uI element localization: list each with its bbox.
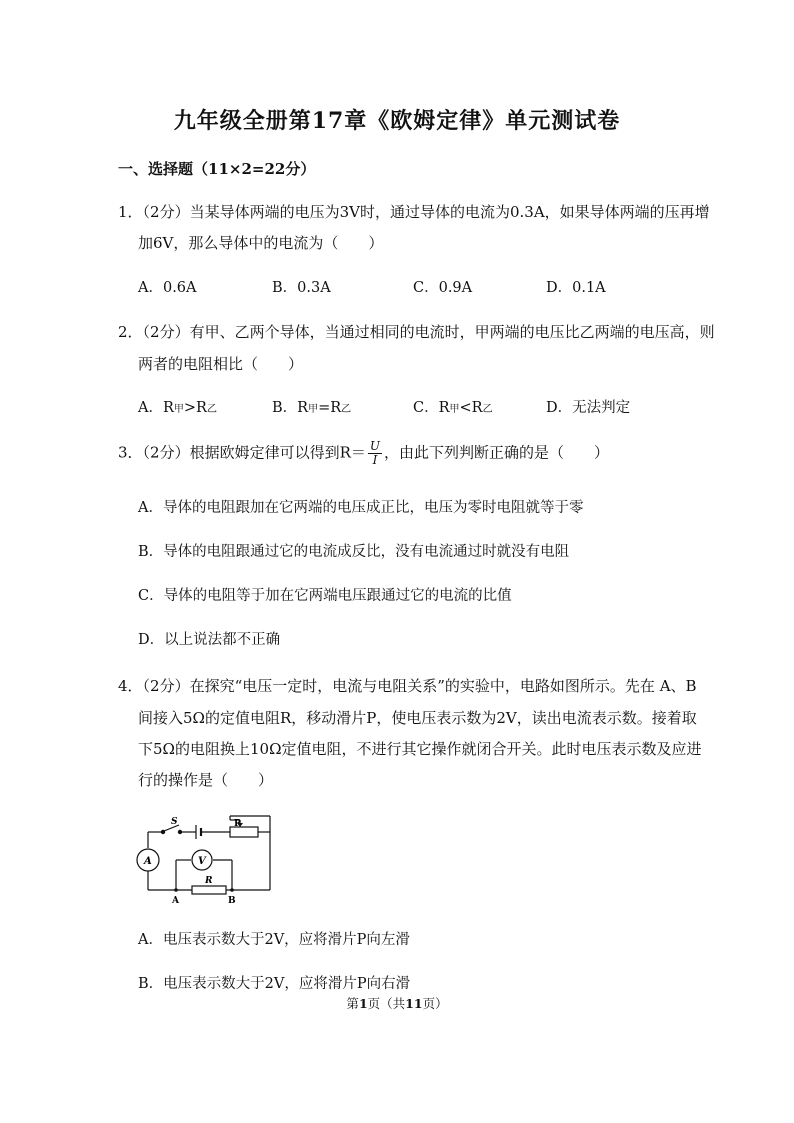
question-4-option-a: A．电压表示数大于2V，应将滑片P向左滑 (138, 932, 410, 948)
circuit-diagram (130, 810, 280, 905)
question-3-stem: 3．（2分）根据欧姆定律可以得到R＝ $\frac{U}{I}$ ，由此下列判断正确的是（ ） (118, 439, 610, 467)
question-2-option-c: C．R甲<R乙 (413, 400, 493, 416)
voltmeter-label: V (198, 856, 206, 867)
question-4-line-1: 4．（2分）在探究“电压一定时，电流与电阻关系”的实验中，电路如图所示。先在 A、B (118, 677, 697, 695)
question-2-option-b: B．R甲=R乙 (272, 400, 352, 416)
node-a-label: A (172, 896, 179, 905)
question-1-option-d: D．0.1A (546, 280, 606, 296)
question-1-option-c: C．0.9A (413, 280, 473, 296)
resistor-label: R (205, 876, 213, 886)
question-2-option-d: D．无法判定 (546, 400, 631, 416)
question-2-option-a: A．R甲>R乙 (138, 400, 217, 416)
question-4-line-2: 间接入5Ω的定值电阻R，移动滑片P，使电压表示数为2V，读出电流表示数。接着取 (138, 709, 697, 727)
page-footer: 第1页（共11页） (346, 996, 448, 1011)
question-3-option-d: D．以上说法都不正确 (138, 632, 281, 648)
question-1-option-a: A．0.6A (138, 280, 197, 296)
question-3-option-a: A．导体的电阻跟加在它两端的电压成正比，电压为零时电阻就等于零 (138, 500, 584, 516)
ohm-law-fraction: $\frac{U}{I}$ (369, 439, 381, 467)
question-3-option-b: B．导体的电阻跟通过它的电流成反比，没有电流通过时就没有电阻 (138, 544, 570, 560)
ammeter-label: A (144, 856, 152, 867)
question-1-line-2: 加6V，那么导体中的电流为（ ） (138, 234, 384, 252)
question-4-line-3: 下5Ω的电阻换上10Ω定值电阻，不进行其它操作就闭合开关。此时电压表示数及应进 (138, 740, 702, 758)
node-b-label: B (228, 896, 236, 905)
switch-label: S (171, 817, 178, 827)
question-2-line-2: 两者的电阻相比（ ） (138, 355, 304, 373)
slider-label: P (234, 819, 241, 829)
question-1-line-1: 1．（2分）当某导体两端的电压为3V时，通过导体的电流为0.3A，如果导体两端的压再增 (118, 203, 710, 221)
section-heading: 一、选择题（11×2=22分） (118, 160, 316, 178)
page-title: 九年级全册第17章《欧姆定律》单元测试卷 (173, 108, 621, 134)
question-4-line-4: 行的操作是（ ） (138, 771, 274, 789)
question-1-option-b: B．0.3A (272, 280, 331, 296)
question-4-option-b: B．电压表示数大于2V，应将滑片P向右滑 (138, 976, 411, 992)
question-2-line-1: 2．（2分）有甲、乙两个导体，当通过相同的电流时，甲两端的电压比乙两端的电压高，则 (118, 323, 715, 341)
question-3-option-c: C．导体的电阻等于加在它两端电压跟通过它的电流的比值 (138, 588, 512, 604)
